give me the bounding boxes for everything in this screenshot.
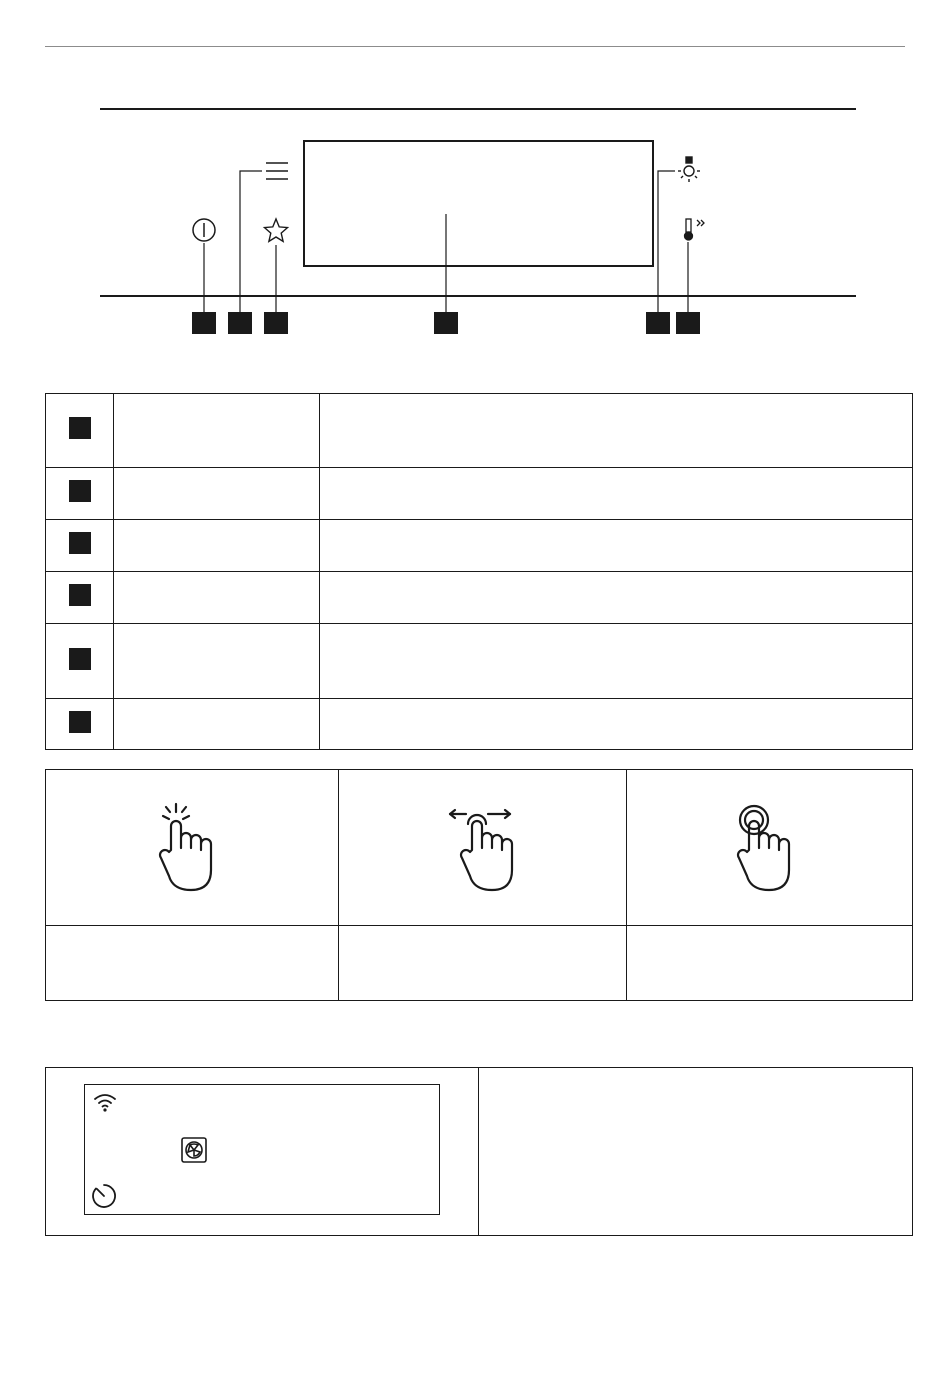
gesture-table — [45, 769, 913, 1001]
callout-5 — [646, 312, 670, 334]
legend-description — [320, 699, 913, 750]
power-icon — [193, 219, 215, 241]
timer-icon — [91, 1183, 117, 1209]
legend-function — [114, 572, 320, 624]
lamp-icon — [678, 157, 700, 182]
gesture-label — [627, 926, 913, 1001]
gesture-label — [46, 926, 339, 1001]
star-icon — [265, 219, 288, 241]
gesture-label — [339, 926, 627, 1001]
control-panel-diagram — [0, 0, 950, 345]
fan-heating-icon — [181, 1137, 207, 1163]
display-table — [45, 1067, 913, 1236]
legend-description — [320, 572, 913, 624]
display-description — [479, 1068, 912, 1096]
display-mock — [84, 1084, 440, 1215]
fast-heatup-icon — [685, 219, 705, 240]
gesture-cell-swipe — [339, 770, 627, 926]
wifi-icon — [93, 1091, 117, 1115]
press-hold-hand-icon — [735, 800, 805, 895]
menu-icon — [266, 163, 288, 179]
legend-description — [320, 394, 913, 468]
legend-row — [46, 624, 913, 699]
callout-6 — [676, 312, 700, 334]
callout-1 — [192, 312, 216, 334]
legend-function — [114, 394, 320, 468]
legend-row — [46, 520, 913, 572]
legend-function — [114, 468, 320, 520]
gesture-cell-hold — [627, 770, 913, 926]
swipe-hand-icon — [448, 800, 518, 895]
legend-badge — [69, 584, 91, 606]
legend-row — [46, 699, 913, 750]
legend-badge — [69, 648, 91, 670]
legend-row — [46, 394, 913, 468]
display-description-cell — [479, 1068, 913, 1236]
legend-badge — [69, 711, 91, 733]
legend-description — [320, 624, 913, 699]
callout-badges — [192, 312, 700, 334]
gesture-cell-tap — [46, 770, 339, 926]
display-example-cell — [46, 1068, 479, 1236]
legend-description — [320, 468, 913, 520]
callout-4 — [434, 312, 458, 334]
legend-table — [45, 393, 913, 750]
legend-function — [114, 520, 320, 572]
legend-row — [46, 468, 913, 520]
leader-lines — [204, 171, 688, 313]
legend-badge — [69, 480, 91, 502]
legend-description — [320, 520, 913, 572]
legend-row — [46, 572, 913, 624]
callout-3 — [264, 312, 288, 334]
legend-function — [114, 699, 320, 750]
legend-badge — [69, 417, 91, 439]
legend-function — [114, 624, 320, 699]
legend-badge — [69, 532, 91, 554]
display-screen — [304, 141, 653, 266]
tap-hand-icon — [157, 800, 227, 895]
callout-2 — [228, 312, 252, 334]
